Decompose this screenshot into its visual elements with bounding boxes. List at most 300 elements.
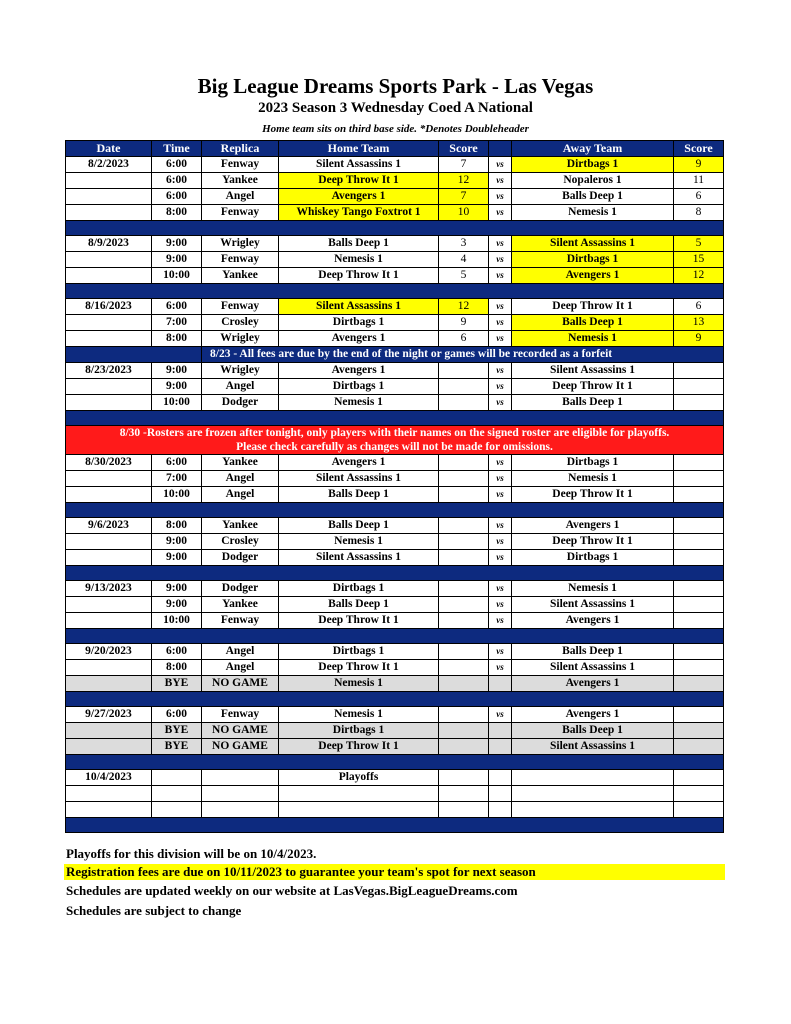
game-time: 9:00 xyxy=(152,597,202,613)
away-score xyxy=(674,676,724,692)
page-subtitle: 2023 Season 3 Wednesday Coed A National xyxy=(258,100,533,116)
notice-spacer xyxy=(66,347,202,363)
vs-label: vs xyxy=(489,363,512,379)
vs-label: vs xyxy=(489,613,512,629)
replica-field: Fenway xyxy=(202,157,279,173)
vs-label xyxy=(489,802,512,818)
away-team: Silent Assassins 1 xyxy=(512,363,674,379)
game-time: 10:00 xyxy=(152,487,202,503)
away-team: Balls Deep 1 xyxy=(512,644,674,660)
game-time xyxy=(152,802,202,818)
home-score: 5 xyxy=(439,268,489,284)
bye-row xyxy=(66,676,724,692)
vs-label xyxy=(489,723,512,739)
home-score xyxy=(439,613,489,629)
home-score xyxy=(439,395,489,411)
game-row xyxy=(66,613,724,629)
replica-field: Crosley xyxy=(202,315,279,331)
game-time: 6:00 xyxy=(152,707,202,723)
vs-label xyxy=(489,770,512,786)
away-team: Avengers 1 xyxy=(512,268,674,284)
away-team: Balls Deep 1 xyxy=(512,315,674,331)
fee-notice: 8/23 - All fees are due by the end of the night or games will be recorded as a forfeit xyxy=(202,347,724,363)
home-team: Nemesis 1 xyxy=(279,534,439,550)
home-team: Balls Deep 1 xyxy=(279,236,439,252)
replica-field: Dodger xyxy=(202,581,279,597)
home-score xyxy=(439,723,489,739)
away-score xyxy=(674,597,724,613)
game-row xyxy=(66,802,724,818)
vs-label xyxy=(489,786,512,802)
away-team: Balls Deep 1 xyxy=(512,189,674,205)
away-team: Avengers 1 xyxy=(512,676,674,692)
header-replica: Replica xyxy=(202,141,279,157)
replica-field: Yankee xyxy=(202,268,279,284)
vs-label: vs xyxy=(489,268,512,284)
replica-field: Yankee xyxy=(202,597,279,613)
away-team: Nemesis 1 xyxy=(512,205,674,221)
separator-row xyxy=(66,566,724,581)
separator-row xyxy=(66,503,724,518)
game-time: 9:00 xyxy=(152,363,202,379)
game-date xyxy=(66,315,152,331)
away-score: 11 xyxy=(674,173,724,189)
game-date xyxy=(66,189,152,205)
replica-field: NO GAME xyxy=(202,723,279,739)
footer-website-note: Schedules are updated weekly on our website at LasVegas.BigLeagueDreams.com xyxy=(66,883,518,898)
game-date xyxy=(66,660,152,676)
vs-label: vs xyxy=(489,189,512,205)
away-score: 9 xyxy=(674,331,724,347)
roster-alert xyxy=(66,426,724,455)
home-team: Deep Throw It 1 xyxy=(279,660,439,676)
home-score: 4 xyxy=(439,252,489,268)
replica-field: Fenway xyxy=(202,205,279,221)
home-team: Avengers 1 xyxy=(279,363,439,379)
home-team: Avengers 1 xyxy=(279,189,439,205)
home-team: Deep Throw It 1 xyxy=(279,268,439,284)
separator-cell xyxy=(66,566,724,581)
game-row xyxy=(66,518,724,534)
vs-label: vs xyxy=(489,534,512,550)
game-date xyxy=(66,597,152,613)
game-date: 9/20/2023 xyxy=(66,644,152,660)
home-score xyxy=(439,455,489,471)
game-time: 6:00 xyxy=(152,173,202,189)
game-date xyxy=(66,550,152,566)
home-team: Dirtbags 1 xyxy=(279,581,439,597)
away-team: Balls Deep 1 xyxy=(512,723,674,739)
footer-playoffs-note: Playoffs for this division will be on 10/4/2023. xyxy=(66,846,317,861)
replica-field: Fenway xyxy=(202,707,279,723)
away-team: Silent Assassins 1 xyxy=(512,660,674,676)
vs-label xyxy=(489,739,512,755)
replica-field: Wrigley xyxy=(202,236,279,252)
separator-row xyxy=(66,755,724,770)
away-score xyxy=(674,534,724,550)
home-score: 6 xyxy=(439,331,489,347)
game-time xyxy=(152,770,202,786)
game-time: BYE xyxy=(152,676,202,692)
home-team: Silent Assassins 1 xyxy=(279,299,439,315)
away-score xyxy=(674,739,724,755)
replica-field xyxy=(202,786,279,802)
game-time: 8:00 xyxy=(152,205,202,221)
home-team: Nemesis 1 xyxy=(279,252,439,268)
game-row xyxy=(66,173,724,189)
away-team xyxy=(512,802,674,818)
away-team: Nemesis 1 xyxy=(512,331,674,347)
vs-label xyxy=(489,676,512,692)
home-score xyxy=(439,707,489,723)
home-score xyxy=(439,802,489,818)
home-team: Nemesis 1 xyxy=(279,676,439,692)
away-team: Dirtbags 1 xyxy=(512,550,674,566)
separator-row xyxy=(66,629,724,644)
separator-cell xyxy=(66,818,724,833)
game-date xyxy=(66,723,152,739)
vs-label: vs xyxy=(489,550,512,566)
game-row xyxy=(66,534,724,550)
home-score: 12 xyxy=(439,299,489,315)
game-date: 9/13/2023 xyxy=(66,581,152,597)
replica-field: Wrigley xyxy=(202,331,279,347)
away-team: Deep Throw It 1 xyxy=(512,534,674,550)
away-score xyxy=(674,802,724,818)
home-team: Silent Assassins 1 xyxy=(279,550,439,566)
game-date xyxy=(66,268,152,284)
away-score xyxy=(674,613,724,629)
replica-field xyxy=(202,770,279,786)
home-score xyxy=(439,739,489,755)
away-team: Deep Throw It 1 xyxy=(512,379,674,395)
replica-field: Dodger xyxy=(202,395,279,411)
away-team: Dirtbags 1 xyxy=(512,455,674,471)
header-home-team: Home Team xyxy=(279,141,439,157)
game-date: 8/23/2023 xyxy=(66,363,152,379)
away-score xyxy=(674,363,724,379)
replica-field: Angel xyxy=(202,644,279,660)
home-score xyxy=(439,597,489,613)
replica-field: Angel xyxy=(202,471,279,487)
game-time: 7:00 xyxy=(152,471,202,487)
game-date: 8/9/2023 xyxy=(66,236,152,252)
vs-label: vs xyxy=(489,644,512,660)
field-note: Home team sits on third base side. *Denotes Doubleheader xyxy=(262,123,529,135)
away-score xyxy=(674,471,724,487)
home-team: Dirtbags 1 xyxy=(279,379,439,395)
game-row xyxy=(66,299,724,315)
replica-field: Angel xyxy=(202,189,279,205)
vs-label: vs xyxy=(489,518,512,534)
home-score: 7 xyxy=(439,189,489,205)
away-score xyxy=(674,395,724,411)
replica-field: Yankee xyxy=(202,518,279,534)
game-time: 7:00 xyxy=(152,315,202,331)
home-team: Deep Throw It 1 xyxy=(279,613,439,629)
replica-field: Yankee xyxy=(202,173,279,189)
vs-label: vs xyxy=(489,597,512,613)
home-score xyxy=(439,471,489,487)
away-score: 8 xyxy=(674,205,724,221)
home-team: Dirtbags 1 xyxy=(279,644,439,660)
vs-label: vs xyxy=(489,379,512,395)
home-score xyxy=(439,786,489,802)
game-date xyxy=(66,205,152,221)
game-date: 10/4/2023 xyxy=(66,770,152,786)
replica-field: Angel xyxy=(202,660,279,676)
home-team xyxy=(279,802,439,818)
bye-row xyxy=(66,739,724,755)
separator-row xyxy=(66,818,724,833)
game-row xyxy=(66,379,724,395)
game-time: 8:00 xyxy=(152,331,202,347)
home-score: 9 xyxy=(439,315,489,331)
home-score xyxy=(439,534,489,550)
separator-row xyxy=(66,284,724,299)
game-time: 9:00 xyxy=(152,581,202,597)
game-date xyxy=(66,534,152,550)
vs-label: vs xyxy=(489,395,512,411)
away-team: Silent Assassins 1 xyxy=(512,597,674,613)
game-row xyxy=(66,268,724,284)
game-row xyxy=(66,707,724,723)
header-away-score: Score xyxy=(674,141,724,157)
game-date: 8/30/2023 xyxy=(66,455,152,471)
game-row xyxy=(66,581,724,597)
game-date xyxy=(66,173,152,189)
home-score xyxy=(439,581,489,597)
game-date xyxy=(66,331,152,347)
away-score xyxy=(674,581,724,597)
vs-label: vs xyxy=(489,487,512,503)
game-time: 8:00 xyxy=(152,660,202,676)
game-row xyxy=(66,236,724,252)
away-score xyxy=(674,487,724,503)
away-score: 5 xyxy=(674,236,724,252)
vs-label: vs xyxy=(489,315,512,331)
game-date: 9/6/2023 xyxy=(66,518,152,534)
game-date xyxy=(66,802,152,818)
replica-field: Crosley xyxy=(202,534,279,550)
game-time: 6:00 xyxy=(152,189,202,205)
game-row xyxy=(66,550,724,566)
footer-change-note: Schedules are subject to change xyxy=(66,903,242,918)
game-time: 9:00 xyxy=(152,252,202,268)
home-team: Silent Assassins 1 xyxy=(279,471,439,487)
home-score: 12 xyxy=(439,173,489,189)
game-row xyxy=(66,455,724,471)
away-score: 6 xyxy=(674,189,724,205)
page-title: Big League Dreams Sports Park - Las Vegas xyxy=(197,74,594,98)
replica-field: NO GAME xyxy=(202,676,279,692)
away-team: Deep Throw It 1 xyxy=(512,299,674,315)
away-team: Nopaleros 1 xyxy=(512,173,674,189)
game-time: 9:00 xyxy=(152,236,202,252)
game-row xyxy=(66,644,724,660)
vs-label: vs xyxy=(489,236,512,252)
replica-field: Yankee xyxy=(202,455,279,471)
away-score xyxy=(674,707,724,723)
game-time: 10:00 xyxy=(152,268,202,284)
header-home-score: Score xyxy=(439,141,489,157)
table-header-row xyxy=(66,141,724,157)
away-team: Nemesis 1 xyxy=(512,581,674,597)
game-row xyxy=(66,597,724,613)
game-date: 8/16/2023 xyxy=(66,299,152,315)
home-team: Avengers 1 xyxy=(279,455,439,471)
game-date xyxy=(66,252,152,268)
home-team: Nemesis 1 xyxy=(279,395,439,411)
game-time: 6:00 xyxy=(152,455,202,471)
game-time: 9:00 xyxy=(152,379,202,395)
home-score xyxy=(439,363,489,379)
vs-label: vs xyxy=(489,331,512,347)
game-row xyxy=(66,487,724,503)
home-team: Deep Throw It 1 xyxy=(279,173,439,189)
bye-row xyxy=(66,723,724,739)
away-score: 13 xyxy=(674,315,724,331)
game-time: 6:00 xyxy=(152,644,202,660)
schedule-table xyxy=(65,140,724,833)
home-team: Balls Deep 1 xyxy=(279,487,439,503)
away-score: 12 xyxy=(674,268,724,284)
game-time: 10:00 xyxy=(152,395,202,411)
game-row xyxy=(66,331,724,347)
separator-cell xyxy=(66,629,724,644)
replica-field xyxy=(202,802,279,818)
game-date xyxy=(66,487,152,503)
home-score: 3 xyxy=(439,236,489,252)
replica-field: NO GAME xyxy=(202,739,279,755)
home-score xyxy=(439,676,489,692)
game-row xyxy=(66,363,724,379)
away-score xyxy=(674,518,724,534)
game-row xyxy=(66,786,724,802)
vs-label: vs xyxy=(489,299,512,315)
game-row xyxy=(66,395,724,411)
vs-label: vs xyxy=(489,471,512,487)
away-team xyxy=(512,770,674,786)
away-team: Avengers 1 xyxy=(512,613,674,629)
replica-field: Angel xyxy=(202,379,279,395)
game-time: 6:00 xyxy=(152,157,202,173)
away-team: Deep Throw It 1 xyxy=(512,487,674,503)
game-time: 10:00 xyxy=(152,613,202,629)
replica-field: Fenway xyxy=(202,252,279,268)
separator-row xyxy=(66,411,724,426)
home-team: Balls Deep 1 xyxy=(279,597,439,613)
away-score: 15 xyxy=(674,252,724,268)
game-row xyxy=(66,252,724,268)
game-date: 8/2/2023 xyxy=(66,157,152,173)
separator-row xyxy=(66,692,724,707)
home-score: 10 xyxy=(439,205,489,221)
vs-label: vs xyxy=(489,660,512,676)
notice-row xyxy=(66,347,724,363)
separator-row xyxy=(66,221,724,236)
home-team: Dirtbags 1 xyxy=(279,723,439,739)
game-row xyxy=(66,770,724,786)
home-team: Playoffs xyxy=(279,770,439,786)
away-team: Avengers 1 xyxy=(512,518,674,534)
game-row xyxy=(66,157,724,173)
header-date: Date xyxy=(66,141,152,157)
away-score xyxy=(674,660,724,676)
home-score xyxy=(439,379,489,395)
vs-label: vs xyxy=(489,581,512,597)
home-team: Nemesis 1 xyxy=(279,707,439,723)
separator-cell xyxy=(66,411,724,426)
home-team xyxy=(279,786,439,802)
game-date xyxy=(66,379,152,395)
game-time: 8:00 xyxy=(152,518,202,534)
home-score xyxy=(439,644,489,660)
vs-label: vs xyxy=(489,157,512,173)
game-row xyxy=(66,205,724,221)
home-score xyxy=(439,770,489,786)
separator-cell xyxy=(66,755,724,770)
game-time: BYE xyxy=(152,723,202,739)
game-row xyxy=(66,471,724,487)
replica-field: Wrigley xyxy=(202,363,279,379)
replica-field: Fenway xyxy=(202,613,279,629)
roster-alert-line1: 8/30 -Rosters are frozen after tonight, only players with their names on the signed roster are eligible for playoffs. xyxy=(119,427,670,439)
home-team: Deep Throw It 1 xyxy=(279,739,439,755)
game-date xyxy=(66,786,152,802)
home-team: Balls Deep 1 xyxy=(279,518,439,534)
game-time: 9:00 xyxy=(152,534,202,550)
game-date xyxy=(66,676,152,692)
game-row xyxy=(66,189,724,205)
home-team: Silent Assassins 1 xyxy=(279,157,439,173)
away-score xyxy=(674,550,724,566)
away-team xyxy=(512,786,674,802)
home-score: 7 xyxy=(439,157,489,173)
header-vs xyxy=(489,141,512,157)
game-time xyxy=(152,786,202,802)
home-team: Whiskey Tango Foxtrot 1 xyxy=(279,205,439,221)
away-team: Nemesis 1 xyxy=(512,471,674,487)
vs-label: vs xyxy=(489,252,512,268)
away-score xyxy=(674,644,724,660)
away-team: Balls Deep 1 xyxy=(512,395,674,411)
away-score xyxy=(674,770,724,786)
away-score: 9 xyxy=(674,157,724,173)
header-time: Time xyxy=(152,141,202,157)
roster-alert-row xyxy=(66,426,724,455)
home-score xyxy=(439,487,489,503)
game-time: 9:00 xyxy=(152,550,202,566)
vs-label: vs xyxy=(489,173,512,189)
game-date xyxy=(66,471,152,487)
away-score xyxy=(674,455,724,471)
replica-field: Angel xyxy=(202,487,279,503)
header-away-team: Away Team xyxy=(512,141,674,157)
separator-cell xyxy=(66,284,724,299)
away-score xyxy=(674,786,724,802)
away-team: Avengers 1 xyxy=(512,707,674,723)
away-score xyxy=(674,723,724,739)
replica-field: Fenway xyxy=(202,299,279,315)
game-time: 6:00 xyxy=(152,299,202,315)
home-team: Avengers 1 xyxy=(279,331,439,347)
roster-alert-line2: Please check carefully as changes will not be made for omissions. xyxy=(236,441,553,453)
away-team: Dirtbags 1 xyxy=(512,252,674,268)
vs-label: vs xyxy=(489,707,512,723)
vs-label: vs xyxy=(489,455,512,471)
separator-cell xyxy=(66,221,724,236)
